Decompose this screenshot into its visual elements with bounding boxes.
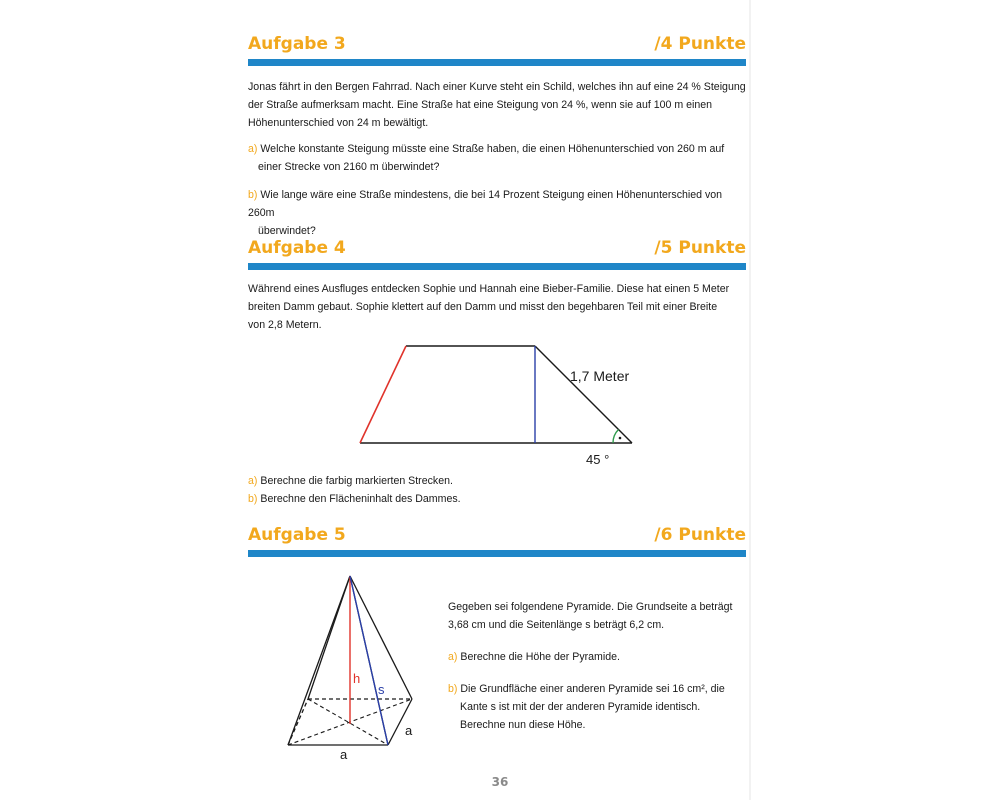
aufgabe4-part-a <box>248 472 746 490</box>
pyramid-edge-back-left <box>308 576 350 699</box>
aufgabe3-header <box>248 34 746 56</box>
dam-left-side-marked <box>360 346 406 443</box>
aufgabe4-title: Aufgabe 4 <box>248 238 346 258</box>
page-number: 36 <box>491 775 509 789</box>
aufgabe5-b-line1: Die Grundfläche einer anderen Pyramide sei 16 cm², die <box>460 683 725 695</box>
dam-side-label: 1,7 Meter <box>570 368 630 384</box>
aufgabe5-part-b <box>448 680 746 734</box>
aufgabe5-points: /6 Punkte <box>654 525 746 545</box>
aufgabe3-b-label: b) <box>248 189 258 201</box>
aufgabe3-intro <box>248 78 746 132</box>
aufgabe3-a-label: a) <box>248 143 258 155</box>
aufgabe4-rule <box>248 263 746 270</box>
aufgabe5-b-line3: Berechne nun diese Höhe. <box>460 719 586 731</box>
page-edge-shadow <box>749 0 751 800</box>
dam-angle-label: 45 ° <box>586 452 610 467</box>
aufgabe3-intro-line2: der Straße aufmerksam macht. Eine Straße hat eine Steigung von 24 %, wenn sie auf 100 m einen <box>248 99 713 111</box>
aufgabe3-b-line1: Wie lange wäre eine Straße mindestens, die bei 14 Prozent Steigung einen Höhenunterschied von 260m <box>248 189 723 219</box>
aufgabe5-part-a <box>448 648 746 666</box>
dam-angle-arc <box>613 430 619 444</box>
aufgabe4-a-text: Berechne die farbig markierten Strecken. <box>260 475 453 487</box>
aufgabe5-b-line2: Kante s ist mit der der anderen Pyramide identisch. <box>460 701 701 713</box>
aufgabe5-intro-line2: 3,68 cm und die Seitenlänge s beträgt 6,2 cm. <box>448 619 665 631</box>
aufgabe3-intro-line1: Jonas fährt in den Bergen Fahrrad. Nach einer Kurve steht ein Schild, welches ihn auf eine 24 % Steigung <box>248 81 746 93</box>
aufgabe4-part-b <box>248 490 746 508</box>
aufgabe3-part-b <box>248 186 746 240</box>
dam-right-side <box>535 346 632 443</box>
aufgabe5-rule <box>248 550 746 557</box>
aufgabe3-intro-line3: Höhenunterschied von 24 m bewältigt. <box>248 117 429 129</box>
aufgabe5-intro <box>448 598 746 634</box>
aufgabe4-intro-line2: breiten Damm gebaut. Sophie klettert auf den Damm und misst den begehbaren Teil mit einer Breite <box>248 301 718 313</box>
aufgabe3-b-line2: überwindet? <box>258 225 316 237</box>
aufgabe4-intro-line3: von 2,8 Metern. <box>248 319 322 331</box>
dam-angle-dot <box>619 437 622 440</box>
aufgabe4-b-text: Berechne den Flächeninhalt des Dammes. <box>260 493 461 505</box>
aufgabe4-points: /5 Punkte <box>654 238 746 258</box>
pyramid-label-a-bottom: a <box>340 747 348 762</box>
pyramid-base-right <box>388 699 412 745</box>
aufgabe5-b-label: b) <box>448 683 458 695</box>
aufgabe5-intro-line1: Gegeben sei folgendene Pyramide. Die Grundseite a beträgt <box>448 601 733 613</box>
aufgabe5-title: Aufgabe 5 <box>248 525 346 545</box>
aufgabe5-a-label: a) <box>448 651 458 663</box>
aufgabe4-intro <box>248 280 746 334</box>
pyramid-label-h: h <box>353 671 361 686</box>
pyramid-label-s: s <box>378 682 385 697</box>
aufgabe4-a-label: a) <box>248 475 258 487</box>
aufgabe3-title: Aufgabe 3 <box>248 34 346 54</box>
aufgabe3-points: /4 Punkte <box>654 34 746 54</box>
aufgabe3-a-line1: Welche konstante Steigung müsste eine Straße haben, die einen Höhenunterschied von 260 m auf <box>260 143 725 155</box>
dam-trapezoid-figure <box>348 335 648 470</box>
pyramid-label-a-side: a <box>405 723 413 738</box>
pyramid-figure <box>278 568 428 768</box>
aufgabe4-header <box>248 238 746 260</box>
aufgabe3-a-line2: einer Strecke von 2160 m überwindet? <box>258 161 440 173</box>
pyramid-base-diagonal-2 <box>308 699 388 745</box>
aufgabe3-rule <box>248 59 746 66</box>
worksheet-page <box>248 0 746 800</box>
aufgabe4-intro-line1: Während eines Ausfluges entdecken Sophie und Hannah eine Bieber-Familie. Diese hat einen 5 Meter <box>248 283 730 295</box>
aufgabe3-part-a <box>248 140 746 176</box>
aufgabe5-header <box>248 525 746 547</box>
aufgabe5-a-text: Berechne die Höhe der Pyramide. <box>460 651 620 663</box>
aufgabe4-b-label: b) <box>248 493 258 505</box>
